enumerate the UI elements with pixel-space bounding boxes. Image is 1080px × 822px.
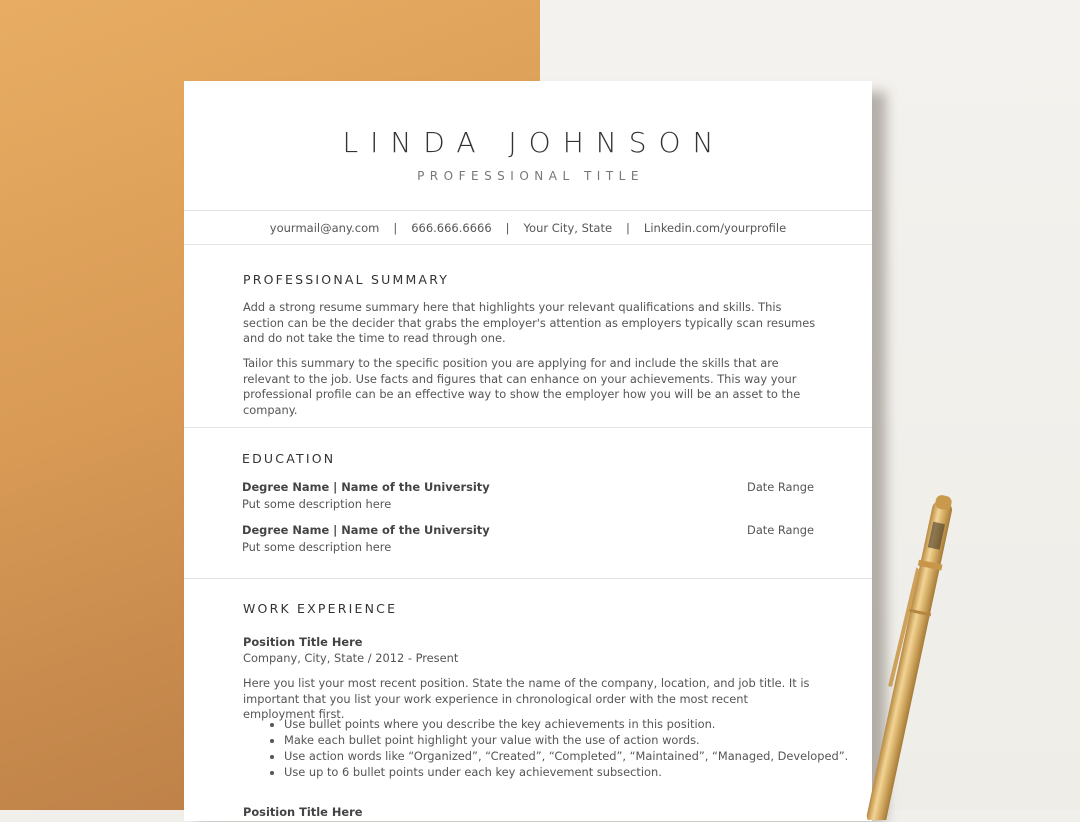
section-divider (184, 578, 872, 579)
degree-name: Degree Name | Name of the University (242, 523, 490, 537)
work-heading: WORK EXPERIENCE (243, 601, 398, 616)
education-description: Put some description here (242, 496, 392, 511)
summary-paragraph-2: Tailor this summary to the specific position you are applying for and include the skills that are relevant to the job. Use facts and figures that can enhance on your achievements. This way your professional profile can be an effective way to show the employer how you will be an asset to the company. (243, 356, 801, 417)
contact-phone: 666.666.6666 (411, 220, 492, 235)
summary-paragraph-1: Add a strong resume summary here that highlights your relevant qualifications and skills. This section can be the decider that grabs the employer's attention as employers typically scan resumes and do not take the time to read through one. (243, 300, 816, 346)
contact-separator: | (626, 220, 630, 235)
achievement-list (243, 716, 872, 780)
list-item: • Make each bullet point highlight your value with the use of action words. (284, 732, 872, 748)
contact-bar (184, 210, 872, 245)
date-range: Date Range (747, 480, 814, 494)
next-position-title: Position Title Here (243, 805, 363, 819)
list-item: • Use action words like “Organized”, “Created”, “Completed”, “Maintained”, “Managed, Developed”. (284, 748, 872, 764)
contact-separator: | (393, 220, 398, 235)
position-title: Position Title Here (243, 635, 363, 649)
professional-title: PROFESSIONAL TITLE (417, 169, 644, 183)
contact-email: yourmail@any.com (269, 220, 380, 235)
contact-location: Your City, State (523, 220, 613, 235)
list-item: • Use up to 6 bullet points under each key achievement subsection. (284, 764, 872, 780)
education-entry (242, 522, 814, 555)
work-description: Here you list your most recent position. State the name of the company, location, and job title. It is important that you list your work experience in chronological order with the most recent employment first. (243, 676, 810, 722)
resume-name: LINDA JOHNSON (342, 126, 726, 159)
resume-page (184, 81, 872, 821)
education-entry (242, 479, 814, 512)
education-description: Put some description here (242, 539, 392, 554)
section-divider (184, 427, 872, 428)
education-heading: EDUCATION (242, 451, 336, 466)
date-range: Date Range (747, 523, 814, 537)
gold-pen-image (850, 490, 960, 820)
company-line: Company, City, State / 2012 - Present (243, 651, 459, 665)
contact-linkedin: Linkedin.com/yourprofile (643, 220, 787, 235)
summary-heading: PROFESSIONAL SUMMARY (243, 272, 450, 287)
contact-separator: | (505, 220, 510, 235)
degree-name: Degree Name | Name of the University (242, 480, 490, 494)
list-item: • Use bullet points where you describe the key achievements in this position. (284, 716, 872, 732)
